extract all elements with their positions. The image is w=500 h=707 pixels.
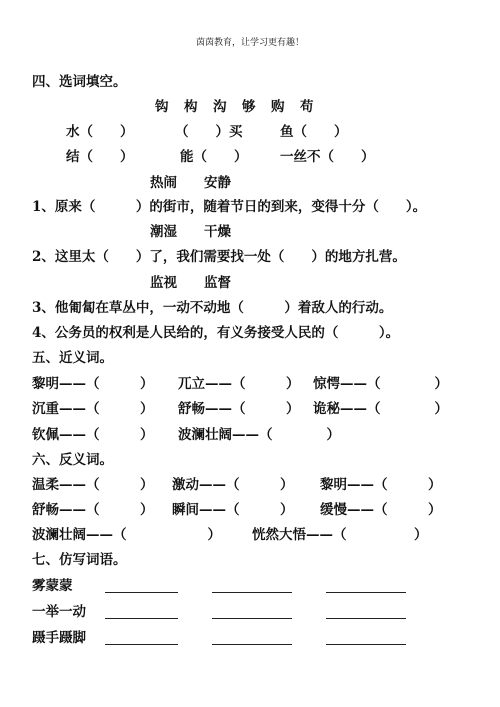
fill-item: 结（ ） bbox=[66, 149, 134, 165]
antonym-item: 瞬间——（ ） bbox=[172, 502, 294, 518]
antonym-item: 黎明——（ ） bbox=[320, 477, 442, 493]
antonym-item: 温柔——（ ） bbox=[32, 477, 154, 493]
answer-line bbox=[326, 592, 406, 593]
fill-item: 水（ ） bbox=[66, 124, 134, 140]
answer-line bbox=[212, 592, 292, 593]
imitation-item: 雾蒙蒙 bbox=[32, 578, 73, 594]
word-choices: 热闹 安静 bbox=[150, 175, 231, 191]
page-header: 茵茵教育，让学习更有趣！ bbox=[195, 38, 304, 48]
synonym-item: 诡秘——（ ） bbox=[313, 401, 448, 417]
synonym-item: 钦佩——（ ） bbox=[32, 427, 154, 443]
answer-line bbox=[105, 618, 178, 619]
synonym-item: 舒畅——（ ） bbox=[178, 401, 300, 417]
answer-line bbox=[105, 644, 178, 645]
synonym-item: 惊愕——（ ） bbox=[313, 376, 448, 392]
word-choices: 潮湿 干燥 bbox=[150, 224, 231, 240]
section4-title: 四、选词填空。 bbox=[32, 74, 127, 90]
antonym-item: 恍然大悟——（ ） bbox=[252, 527, 428, 543]
question-2: 2、这里太（ ）了，我们需要找一处（ ）的地方扎营。 bbox=[32, 249, 406, 265]
synonym-item: 黎明——（ ） bbox=[32, 376, 154, 392]
choice-characters: 钩 构 沟 够 购 苟 bbox=[155, 99, 315, 115]
section7-title: 七、仿写词语。 bbox=[32, 552, 127, 568]
fill-item: （ ）买 bbox=[175, 124, 243, 140]
answer-line bbox=[105, 592, 178, 593]
answer-line bbox=[212, 644, 292, 645]
question-4: 4、公务员的权利是人民给的，有义务接受人民的（ ）。 bbox=[32, 325, 400, 341]
answer-line bbox=[212, 618, 292, 619]
section5-title: 五、近义词。 bbox=[32, 350, 113, 366]
question-3: 3、他匍匐在草丛中，一动不动地（ ）着敌人的行动。 bbox=[32, 300, 393, 316]
synonym-item: 波澜壮阔——（ ） bbox=[178, 427, 340, 443]
antonym-item: 波澜壮阔——（ ） bbox=[32, 527, 221, 543]
antonym-item: 激动——（ ） bbox=[172, 477, 294, 493]
imitation-item: 蹑手蹑脚 bbox=[32, 630, 86, 646]
answer-line bbox=[326, 618, 406, 619]
fill-item: 一丝不（ ） bbox=[280, 149, 375, 165]
section6-title: 六、反义词。 bbox=[32, 452, 113, 468]
answer-line bbox=[326, 644, 406, 645]
antonym-item: 舒畅——（ ） bbox=[32, 502, 154, 518]
question-1: 1、原来（ ）的街市，随着节日的到来，变得十分（ ）。 bbox=[32, 199, 427, 215]
fill-item: 能（ ） bbox=[180, 149, 248, 165]
imitation-item: 一举一动 bbox=[32, 604, 86, 620]
word-choices: 监视 监督 bbox=[150, 275, 231, 291]
fill-item: 鱼（ ） bbox=[280, 124, 348, 140]
synonym-item: 兀立——（ ） bbox=[178, 376, 300, 392]
synonym-item: 沉重——（ ） bbox=[32, 401, 154, 417]
antonym-item: 缓慢——（ ） bbox=[320, 502, 442, 518]
